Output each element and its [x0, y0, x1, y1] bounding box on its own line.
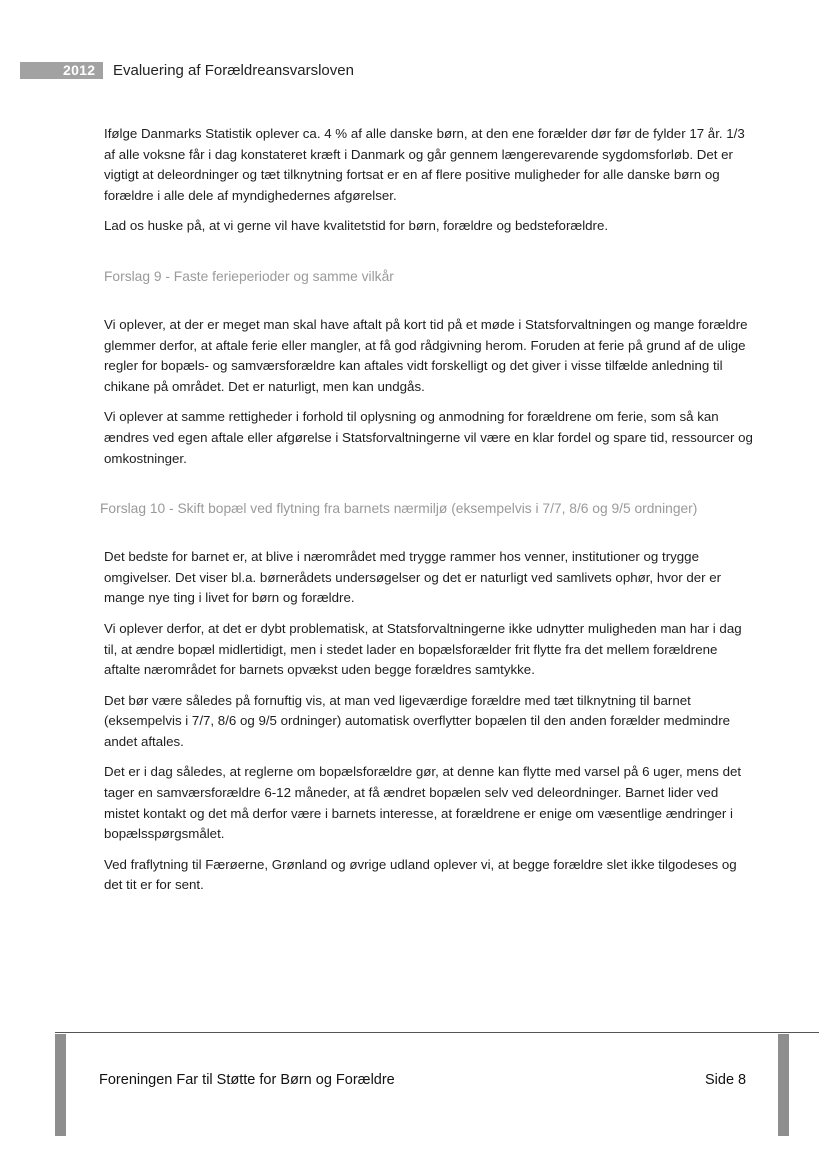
- footer-left-bar: [55, 1034, 66, 1136]
- section-9-paragraph-2: Vi oplever at samme rettigheder i forhold til oplysning og anmodning for forældrene om ferie, som så kan ændres ved egen aftale eller afgørelse i Statsforvaltningerne vil være en klar fordel og spare tid, ressourcer og omkostninger.: [104, 409, 753, 466]
- section-10-paragraph-1: Det bedste for barnet er, at blive i nærområdet med trygge rammer hos venner, institutioner og trygge omgivelser. Det viser bl.a. børnerådets undersøgelser og det er naturligt ved samlivets ophør, hvor der er mange nye ting i livet for børn og forældre.: [104, 549, 722, 606]
- footer-organization: Foreningen Far til Støtte for Børn og Forældre: [99, 1072, 395, 1088]
- section-10-paragraph-5: Ved fraflytning til Færøerne, Grønland og øvrige udland oplever vi, at begge forældre slet ikke tilgodeses og det tit er for sent.: [104, 856, 737, 893]
- section-10-paragraph-3: Det bør være således på fornuftig vis, at man ved ligeværdige forældre med tæt tilknytning til barnet (eksempelvis i 7/7, 8/6 og 9/5 ordninger) automatisk overflytter bopælen til den anden forælder medmindre andet aftales.: [104, 692, 731, 749]
- section-9-heading: Forslag 9 - Faste ferieperioder og samme vilkår: [104, 268, 394, 284]
- header-title: Evaluering af Forældreansvarsloven: [113, 62, 354, 79]
- header-year: 2012: [63, 62, 96, 78]
- section-9-paragraph-1: Vi oplever, at der er meget man skal have aftalt på kort tid på et møde i Statsforvaltningen og mange forældre glemmer derfor, at aftale ferie eller mangler, at få god rådgivning herom. Foruden at ferie på grund af de ulige regler for bopæls- og samværsforældre kan aftales vidt forskelligt og det giver i visse tilfælde anledning til chikane på området. Det er naturligt, men kan undgås.: [104, 316, 748, 394]
- section-10-paragraph-4: Det er i dag således, at reglerne om bopælsforældre gør, at denne kan flytte med varsel på 6 uger, mens det tager en samværsforældre 6-12 måneder, at få ændret bopælen selv ved deleordninger. Barnet lider ved mistet kontakt og det må derfor være i barnets interesse, at forældrene er enige om væsentlige ændringer i bopælsspørgsmålet.: [104, 764, 742, 842]
- section-10-heading: Forslag 10 - Skift bopæl ved flytning fra barnets nærmiljø (eksempelvis i 7/7, 8/6 og 9/5 ordninger): [100, 501, 698, 517]
- document-body: [100, 124, 754, 906]
- footer-right-bar: [778, 1034, 789, 1136]
- footer-divider: [55, 1032, 819, 1033]
- intro-paragraph-1: Ifølge Danmarks Statistik oplever ca. 4 % af alle danske børn, at den ene forælder dør før de fylder 17 år. 1/3 af alle voksne får i dag konstateret kræft i Danmark og går gennem længerevarende sygdomsforløb. Det er vigtigt at deleordninger og tæt tilknytning fortsat er en af flere positive muligheder for alle danske børn og forældre i alle dele af myndighedernes afgørelser.: [104, 126, 745, 203]
- section-10-paragraph-2: Vi oplever derfor, at det er dybt problematisk, at Statsforvaltningerne ikke udnytter muligheden man har i dag til, at ændre bopæl midlertidigt, men i stedet lader en bopælsforælder frit flytte fra det mellem forældrene aftalte nærområdet for barnets opvækst uden begge forældres samtykke.: [104, 620, 742, 678]
- intro-paragraph-2: Lad os huske på, at vi gerne vil have kvalitetstid for børn, forældre og bedsteforældre.: [104, 218, 609, 234]
- page-number: Side 8: [705, 1072, 747, 1088]
